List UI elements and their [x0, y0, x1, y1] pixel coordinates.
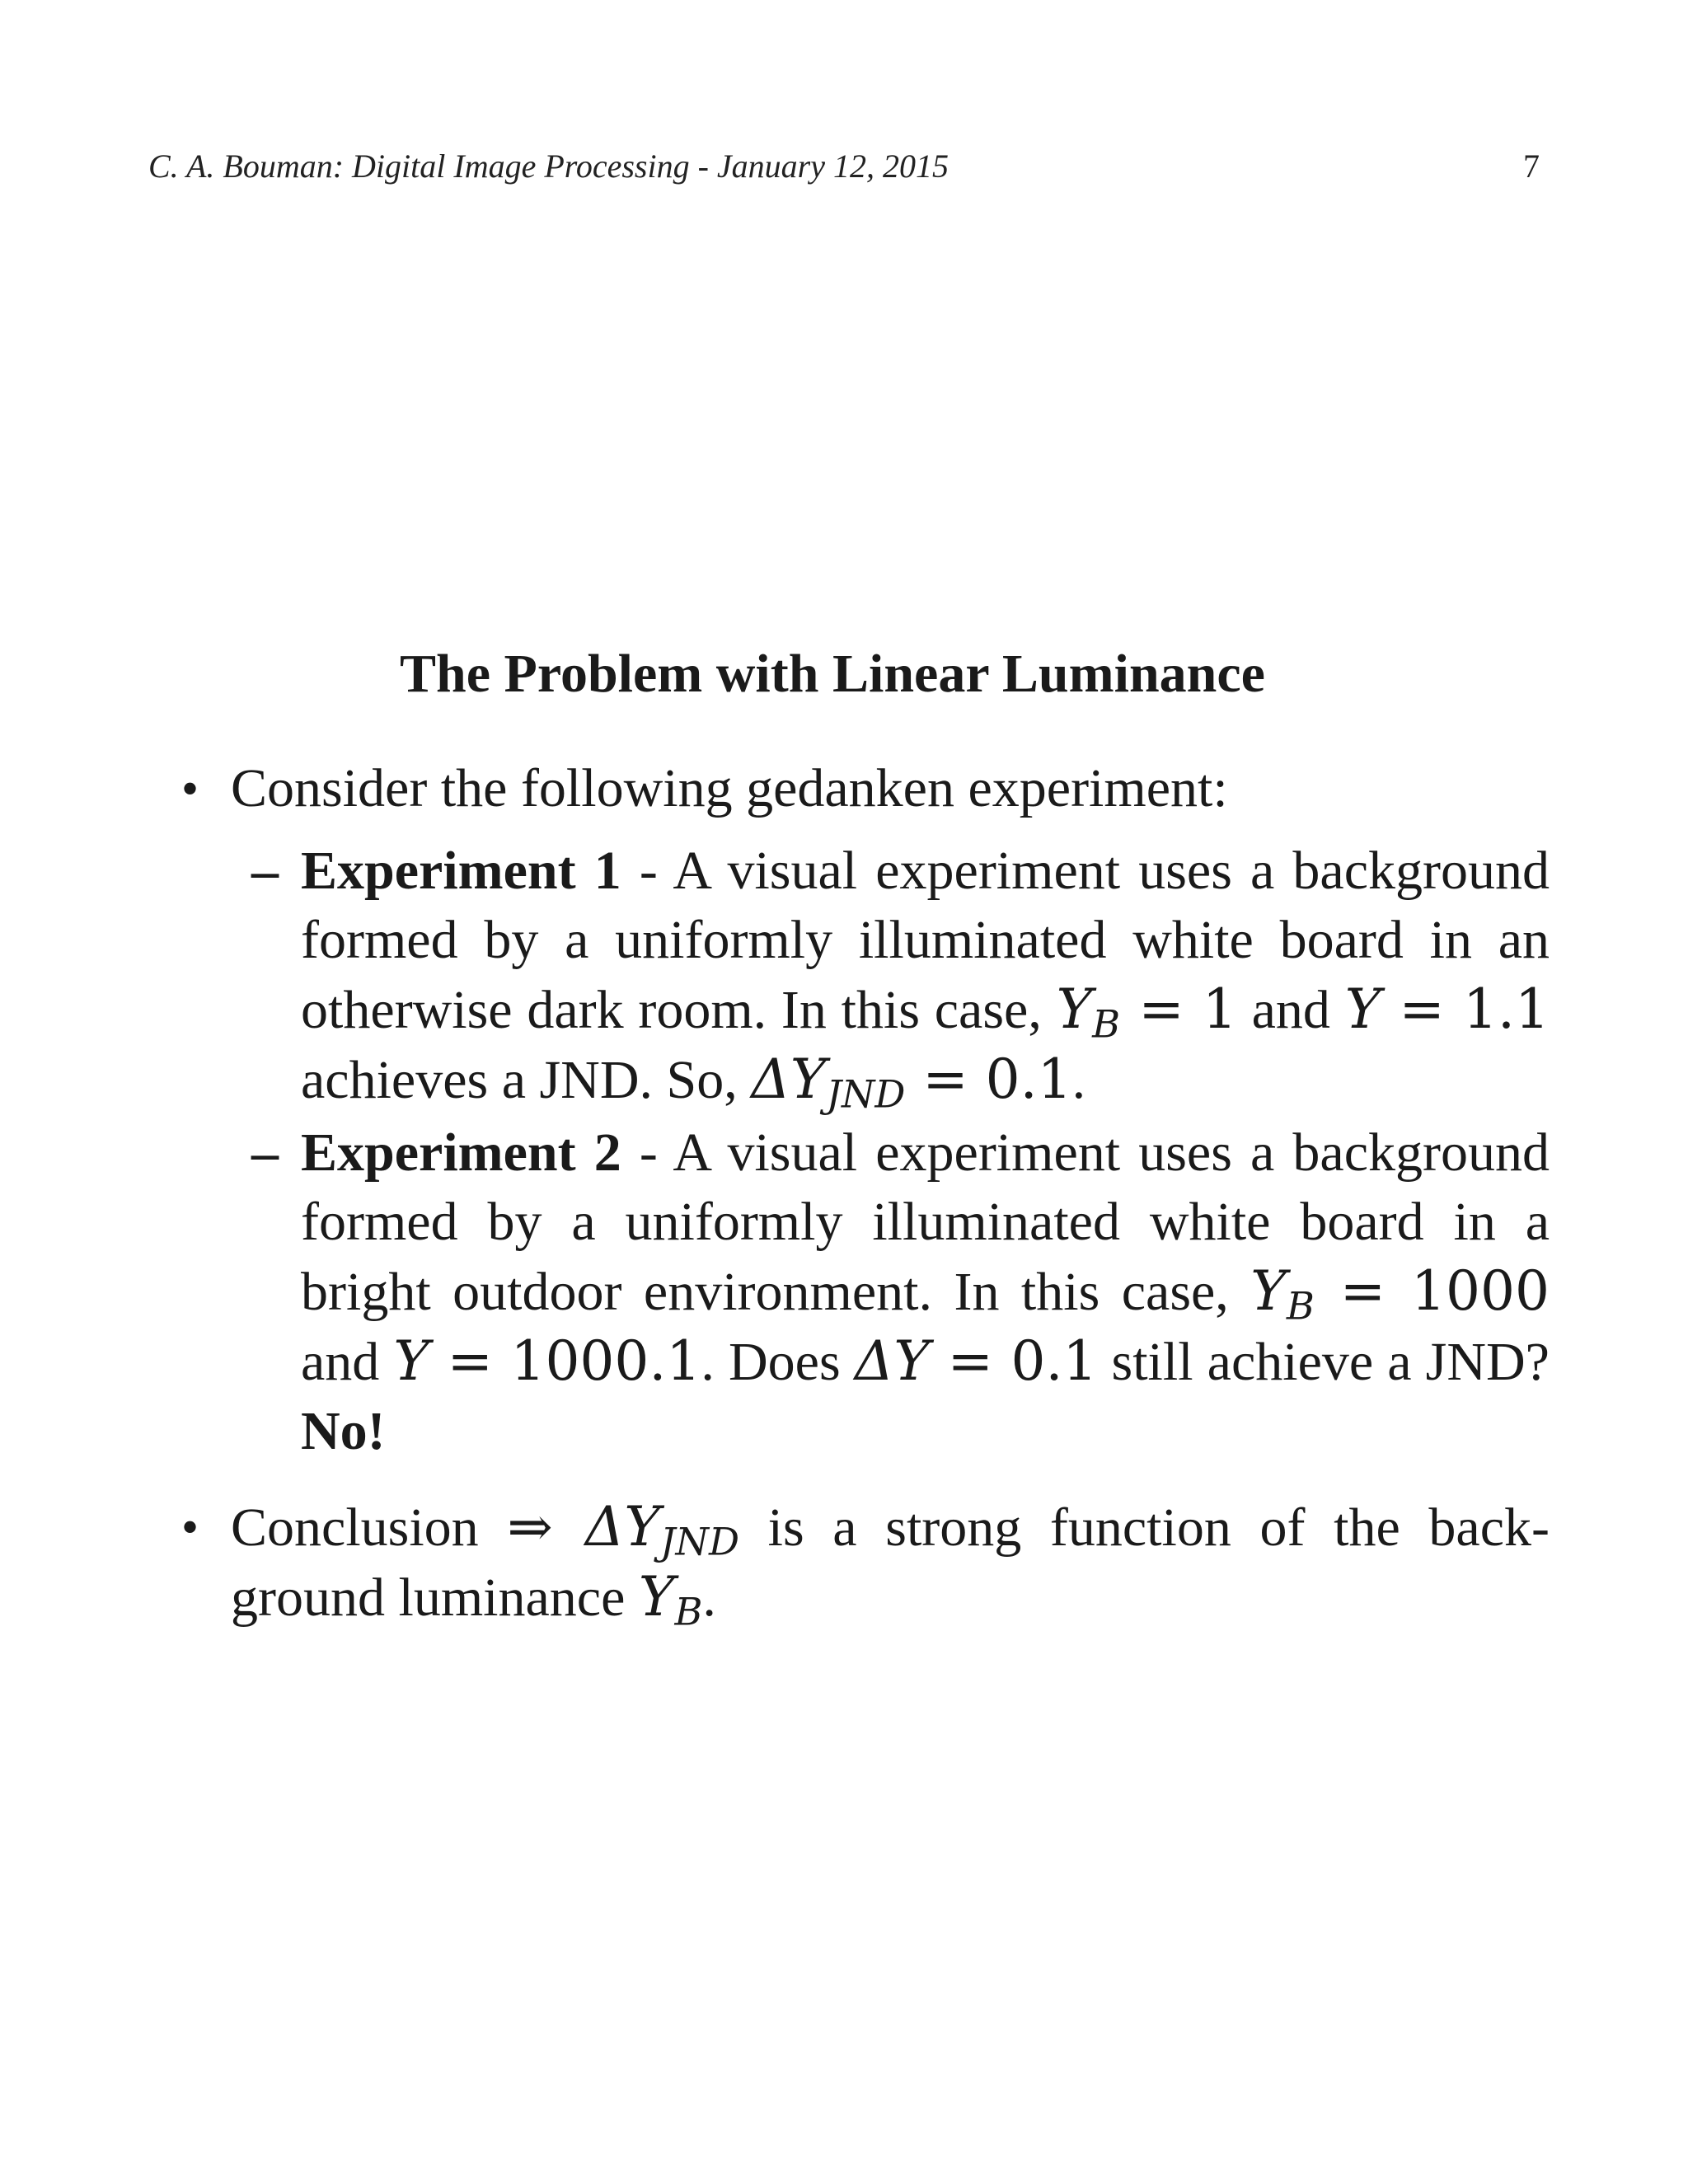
math-sub: B [1286, 1283, 1315, 1329]
slide-title: The Problem with Linear Luminance [400, 644, 1265, 704]
experiment-1-text: achieves a JND. So, [301, 1050, 752, 1110]
experiment-1-text: and [1236, 980, 1345, 1040]
experiment-1-text: - A visual experiment uses a background formed by a uniformly illuminated white board in an otherwise dark room. In this case, [301, 841, 1550, 1040]
math-eq: = 0.1 [905, 1047, 1072, 1111]
math-sub: JND [826, 1071, 906, 1117]
bullet-gedanken [181, 754, 1550, 823]
math-yb: Y [1056, 977, 1093, 1041]
math-yb: Y [638, 1565, 675, 1629]
math-eq: = 0.1 [929, 1329, 1098, 1393]
math-delta-y: ΔY [552, 1495, 661, 1558]
conclusion-text: . [702, 1568, 716, 1628]
experiment-1 [181, 837, 1550, 1115]
implies-arrow-icon: ⇒ [507, 1495, 553, 1558]
math-eq: = 1000 [1314, 1259, 1550, 1323]
page-header [148, 147, 1540, 196]
math-delta-y: ΔY [751, 1047, 827, 1111]
dash-marker: – [251, 1122, 279, 1183]
page-number: 7 [1523, 148, 1540, 185]
bullet-conclusion [181, 1493, 1550, 1633]
experiment-2-text: . Does [701, 1332, 855, 1392]
math-sub: JND [660, 1519, 739, 1564]
experiment-2-text: - A visual experiment uses a background formed by a uniformly illuminated white board in a bright outdoor environment. In this case, [301, 1122, 1550, 1322]
math-y: Y [393, 1329, 429, 1393]
bullet-marker: • [181, 1500, 199, 1554]
answer-no: No! [301, 1401, 386, 1461]
bullet-marker: • [181, 762, 199, 816]
math-y: Y [1344, 977, 1381, 1041]
conclusion-text: Conclusion [231, 1497, 508, 1558]
math-eq: = 1.1 [1381, 977, 1550, 1041]
bullet-text: Consider the following gedanken experiment: [231, 758, 1228, 818]
experiment-1-text: . [1071, 1050, 1086, 1110]
slide-body [181, 754, 1550, 1633]
experiment-2 [181, 1118, 1550, 1466]
conclusion-text: is a strong function of the back-ground luminance [231, 1497, 1550, 1628]
math-eq: = 1000.1 [429, 1329, 701, 1393]
experiment-2-text: still achieve a JND? [1097, 1332, 1550, 1392]
math-sub: B [1092, 1001, 1121, 1047]
math-delta-y: ΔY [854, 1329, 930, 1393]
math-eq: = 1 [1120, 977, 1237, 1041]
math-yb: Y [1250, 1259, 1287, 1323]
running-head: C. A. Bouman: Digital Image Processing - January 12, 2015 [148, 148, 949, 185]
math-sub: B [674, 1589, 703, 1634]
dash-marker: – [251, 841, 279, 901]
experiment-1-label: Experiment 1 [301, 841, 621, 901]
experiment-2-text: and [301, 1332, 394, 1392]
experiment-2-label: Experiment 2 [301, 1122, 621, 1183]
